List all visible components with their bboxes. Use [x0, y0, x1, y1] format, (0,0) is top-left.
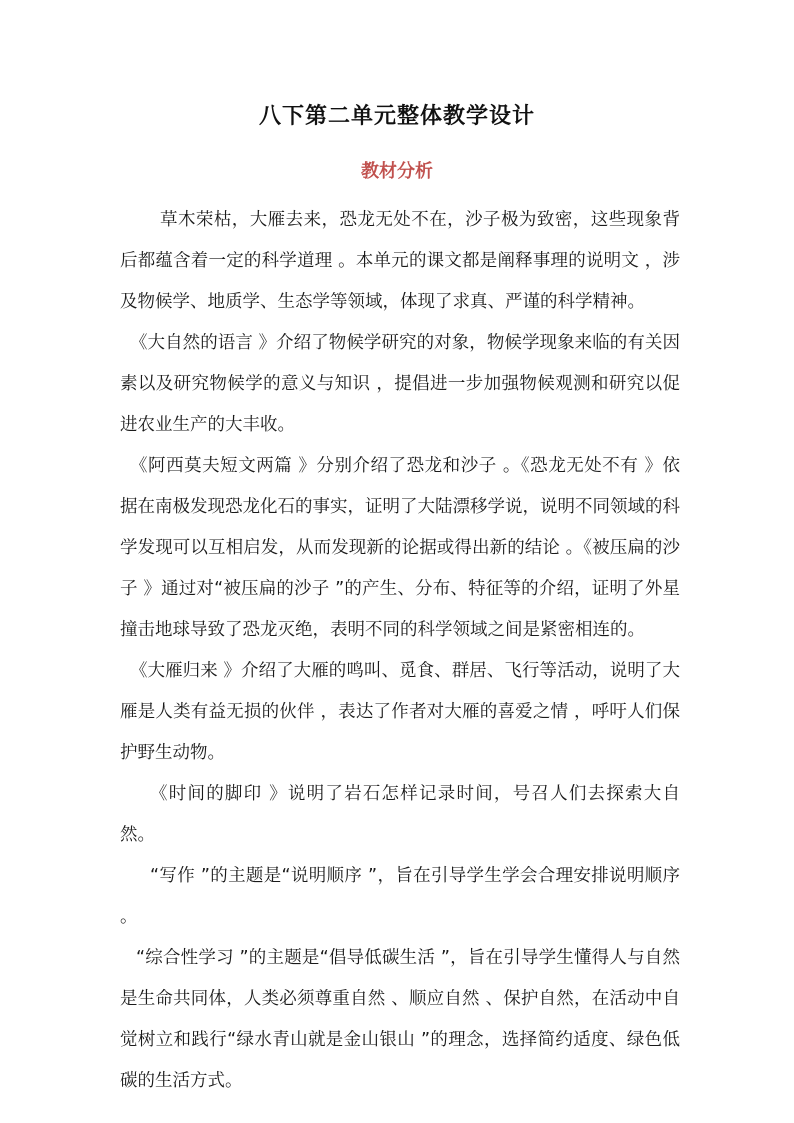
paragraph-time-footprints: 《时间的脚印 》说明了岩石怎样记录时间，号召人们去探索大自然。 — [120, 784, 680, 845]
paragraph-asimov-essays: 《阿西莫夫短文两篇 》分别介绍了恐龙和沙子 。《恐龙无处不有 》依据在南极发现恐龙化石的事实，证明了大陆漂移学说，说明不同领域的科学发现可以互相启发，从而发现新的论据或得出新的结论 。《被压扁的沙子 》通过对“被压扁的沙子 ”的产生、分布、特征等的介绍，证明了外星撞击地球导致了恐龙灭绝，表明不同的科学领域之间是紧密相连的。 — [120, 456, 680, 640]
paragraph-comprehensive-learning: “综合性学习 ”的主题是“倡导低碳生活 ”，旨在引导学生懂得人与自然是生命共同体，人类必须尊重自然 、顺应自然 、保护自然，在活动中自觉树立和践行“绿水青山就是金山银山 ”的理念，选择简约适度、绿色低碳的生活方式。 — [120, 948, 680, 1091]
paragraph-intro: 草木荣枯，大雁去来，恐龙无处不在，沙子极为致密，这些现象背后都蕴含着一定的科学道理 。本单元的课文都是阐释事理的说明文 ，涉及物候学、地质学、生态学等领域，体现了求真、严谨的科学精神。 — [120, 210, 680, 312]
paragraph-nature-language: 《大自然的语言 》介绍了物候学研究的对象，物候学现象来临的有关因素以及研究物候学的意义与知识 ，提倡进一步加强物候观测和研究以促进农业生产的大丰收。 — [120, 333, 680, 435]
paragraph-writing-topic: “写作 ”的主题是“说明顺序 ”，旨在引导学生学会合理安排说明顺序 。 — [120, 866, 680, 927]
document-title: 八下第二单元整体教学设计 — [258, 104, 535, 129]
paragraph-geese-return: 《大雁归来 》介绍了大雁的鸣叫、觅食、群居、飞行等活动，说明了大雁是人类有益无损的伙伴 ，表达了作者对大雁的喜爱之情 ，呼吁人们保护野生动物。 — [120, 661, 680, 763]
document-body — [120, 200, 680, 1102]
section-heading: 教材分析 — [361, 161, 433, 182]
